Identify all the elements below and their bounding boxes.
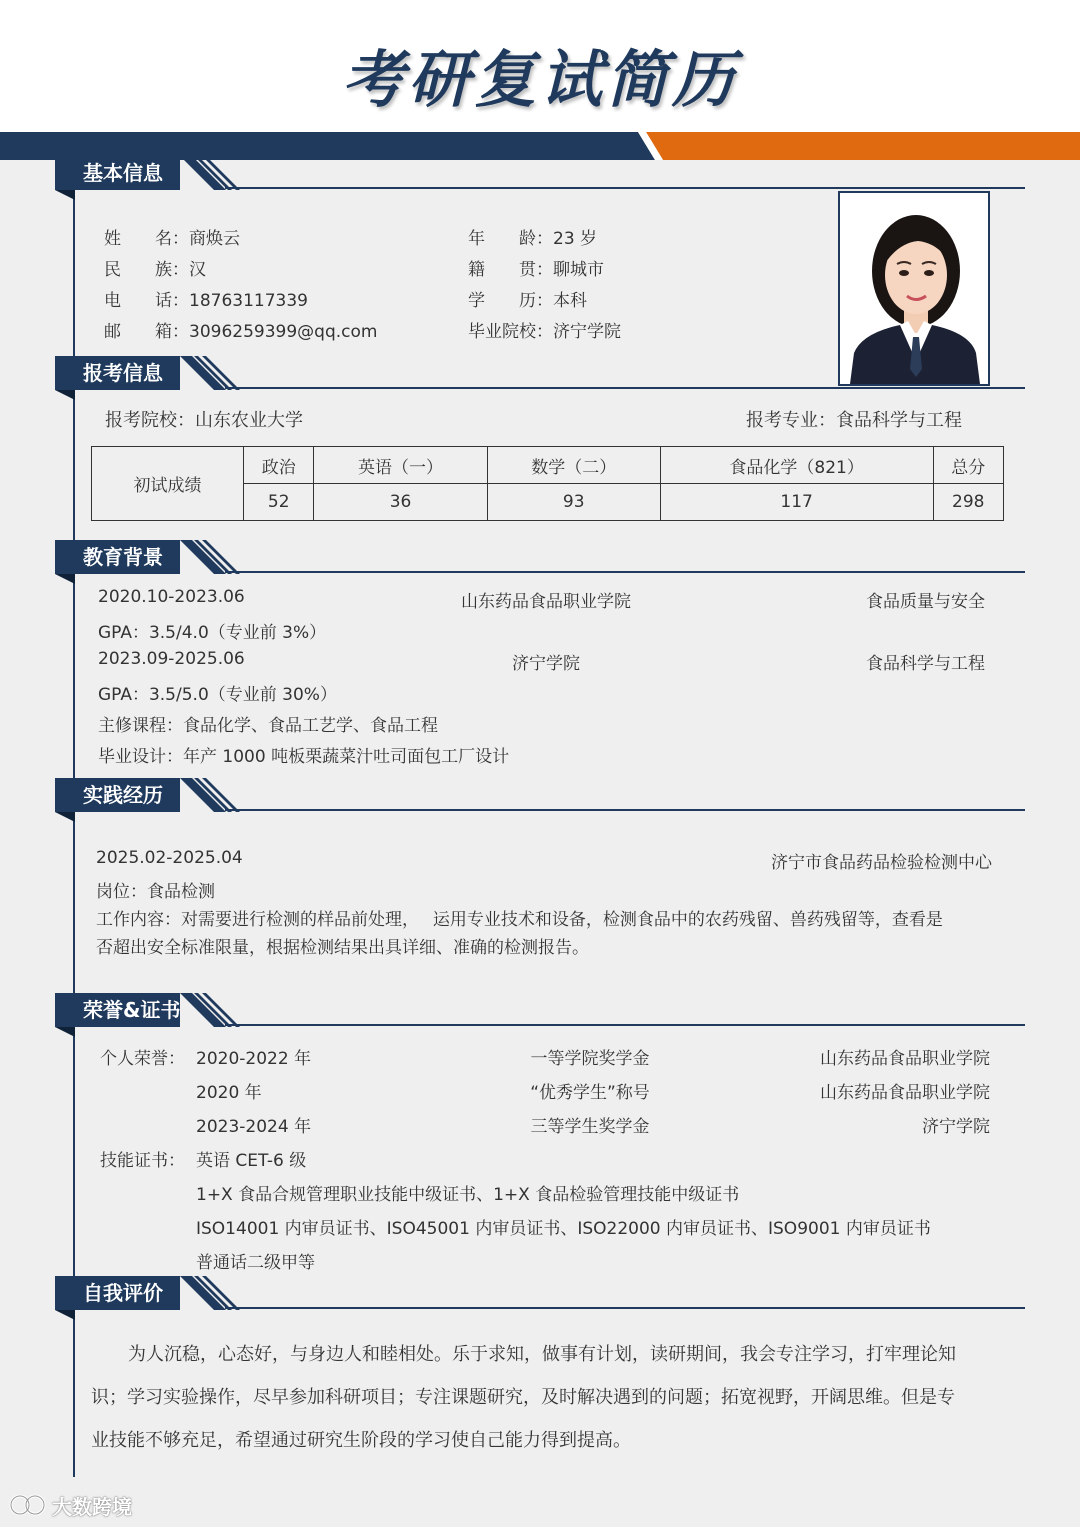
section-underline bbox=[225, 1307, 1025, 1309]
section-underline bbox=[225, 1024, 1025, 1026]
subject-header: 政治 bbox=[244, 447, 314, 484]
native-row bbox=[468, 255, 604, 280]
age-value: 23 岁 bbox=[553, 229, 598, 249]
score-cell: 117 bbox=[660, 484, 933, 521]
age-row bbox=[468, 224, 597, 249]
cert-item: ISO14001 内审员证书、ISO45001 内审员证书、ISO22000 内审员证书、ISO9001 内审员证书 bbox=[196, 1219, 931, 1239]
honor-year: 2020 年 bbox=[196, 1083, 262, 1103]
ethnic-label: 民 族： bbox=[104, 260, 189, 280]
email-label: 邮 箱： bbox=[104, 322, 189, 342]
practice-content-line-1: 工作内容：对需要进行检测的样品前处理， 运用专业技术和设备，检测食品中的农药残留、兽药残留等，查看是 bbox=[96, 910, 943, 930]
self-eval-line-3: 业技能不够充足，希望通过研究生阶段的学习使自己能力得到提高。 bbox=[91, 1430, 631, 1451]
phone-value: 18763117339 bbox=[189, 291, 308, 311]
section-header-honors bbox=[55, 993, 1035, 1027]
school-row bbox=[468, 317, 621, 342]
edu-gpa-1: GPA：3.5/4.0（专业前 3%） bbox=[98, 623, 327, 643]
practice-position: 岗位：食品检测 bbox=[96, 882, 215, 902]
target-school: 报考院校：山东农业大学 bbox=[105, 410, 303, 431]
edu-school-2: 济宁学院 bbox=[512, 654, 580, 674]
degree-value: 本科 bbox=[553, 291, 587, 311]
name-row bbox=[104, 224, 240, 249]
subject-header: 数学（二） bbox=[487, 447, 660, 484]
honor-name: 三等学生奖学金 bbox=[530, 1117, 650, 1137]
section-title: 报考信息 bbox=[55, 356, 180, 390]
edu-gpa-2: GPA：3.5/5.0（专业前 30%） bbox=[98, 685, 337, 705]
practice-period: 2025.02-2025.04 bbox=[96, 848, 243, 868]
section-header-basic bbox=[55, 156, 1035, 190]
honor-org: 山东药品食品职业学院 bbox=[820, 1083, 990, 1103]
school-value: 济宁学院 bbox=[553, 322, 621, 342]
name-value: 商焕云 bbox=[189, 229, 240, 249]
section-title: 自我评价 bbox=[55, 1276, 180, 1310]
subject-header: 英语（一） bbox=[314, 447, 487, 484]
score-cell: 36 bbox=[314, 484, 487, 521]
honor-year: 2023-2024 年 bbox=[196, 1117, 312, 1137]
section-title: 荣誉&证书 bbox=[55, 993, 180, 1027]
native-value: 聊城市 bbox=[553, 260, 604, 280]
edu-thesis: 毕业设计：年产 1000 吨板栗蔬菜汁吐司面包工厂设计 bbox=[98, 747, 510, 767]
section-title: 实践经历 bbox=[55, 778, 180, 812]
score-row-label: 初试成绩 bbox=[92, 447, 244, 521]
watermark-logo-icon bbox=[8, 1492, 48, 1518]
subject-header: 食品化学（821） bbox=[660, 447, 933, 484]
stripes-decoration bbox=[180, 356, 240, 390]
section-title: 教育背景 bbox=[55, 540, 180, 574]
stripes-decoration bbox=[180, 1276, 240, 1310]
ribbon-fold bbox=[55, 812, 75, 822]
watermark bbox=[8, 1490, 132, 1520]
cert-item: 普通话二级甲等 bbox=[196, 1253, 315, 1273]
ethnic-value: 汉 bbox=[189, 260, 206, 280]
honor-name: 一等学院奖学金 bbox=[530, 1049, 650, 1069]
section-underline bbox=[225, 187, 1025, 189]
phone-row bbox=[104, 286, 308, 311]
cert-item: 英语 CET-6 级 bbox=[196, 1151, 307, 1171]
section-underline bbox=[225, 809, 1025, 811]
score-cell: 93 bbox=[487, 484, 660, 521]
degree-label: 学 历： bbox=[468, 291, 553, 311]
ribbon-fold bbox=[55, 574, 75, 584]
edu-period-1: 2020.10-2023.06 bbox=[98, 587, 245, 607]
stripes-decoration bbox=[180, 993, 240, 1027]
section-header-edu bbox=[55, 540, 1035, 574]
subject-header: 总分 bbox=[933, 447, 1004, 484]
honor-org: 济宁学院 bbox=[922, 1117, 990, 1137]
email-row bbox=[104, 317, 377, 342]
ribbon-fold bbox=[55, 1310, 75, 1320]
cert-item: 1+X 食品合规管理职业技能中级证书、1+X 食品检验管理技能中级证书 bbox=[196, 1185, 740, 1205]
score-cell: 52 bbox=[244, 484, 314, 521]
honor-year: 2020-2022 年 bbox=[196, 1049, 312, 1069]
watermark-text: 大数跨境 bbox=[52, 1494, 132, 1519]
honor-org: 山东药品食品职业学院 bbox=[820, 1049, 990, 1069]
score-table bbox=[91, 446, 1004, 521]
stripes-decoration bbox=[180, 156, 240, 190]
section-header-practice bbox=[55, 778, 1035, 812]
edu-major-2: 食品科学与工程 bbox=[866, 654, 985, 674]
name-label: 姓 名： bbox=[104, 229, 189, 249]
ribbon-fold bbox=[55, 190, 75, 200]
stripes-decoration bbox=[180, 778, 240, 812]
score-cell: 298 bbox=[933, 484, 1004, 521]
honor-label: 个人荣誉： bbox=[100, 1049, 185, 1069]
section-header-apply bbox=[55, 356, 1035, 390]
edu-school-1: 山东药品食品职业学院 bbox=[461, 592, 631, 612]
ribbon-fold bbox=[55, 1027, 75, 1037]
table-row bbox=[92, 447, 1004, 484]
edu-period-2: 2023.09-2025.06 bbox=[98, 649, 245, 669]
self-eval-line-1: 为人沉稳，心态好，与身边人和睦相处。乐于求知，做事有计划，读研期间，我会专注学习，打牢理论知 bbox=[128, 1344, 956, 1365]
practice-org: 济宁市食品药品检验检测中心 bbox=[771, 853, 992, 873]
section-underline bbox=[225, 387, 1025, 389]
section-underline bbox=[225, 571, 1025, 573]
cert-label: 技能证书： bbox=[100, 1151, 185, 1171]
title-area bbox=[0, 0, 1080, 135]
email-value: 3096259399@qq.com bbox=[189, 322, 378, 342]
honor-name: “优秀学生”称号 bbox=[530, 1083, 650, 1103]
phone-label: 电 话： bbox=[104, 291, 189, 311]
section-title: 基本信息 bbox=[55, 156, 180, 190]
native-label: 籍 贯： bbox=[468, 260, 553, 280]
target-major: 报考专业：食品科学与工程 bbox=[746, 410, 962, 431]
section-header-self bbox=[55, 1276, 1035, 1310]
degree-row bbox=[468, 286, 587, 311]
edu-major-1: 食品质量与安全 bbox=[866, 592, 985, 612]
age-label: 年 龄： bbox=[468, 229, 553, 249]
self-eval-line-2: 识；学习实验操作，尽早参加科研项目；专注课题研究，及时解决遇到的问题；拓宽视野，开阔思维。但是专 bbox=[91, 1387, 955, 1408]
edu-courses: 主修课程：食品化学、食品工艺学、食品工程 bbox=[98, 716, 438, 736]
ribbon-fold bbox=[55, 390, 75, 400]
ethnic-row bbox=[104, 255, 206, 280]
school-label: 毕业院校： bbox=[468, 322, 553, 342]
page-title: 考研复试简历 bbox=[341, 43, 738, 116]
practice-content-line-2: 否超出安全标准限量，根据检测结果出具详细、准确的检测报告。 bbox=[96, 938, 589, 958]
stripes-decoration bbox=[180, 540, 240, 574]
